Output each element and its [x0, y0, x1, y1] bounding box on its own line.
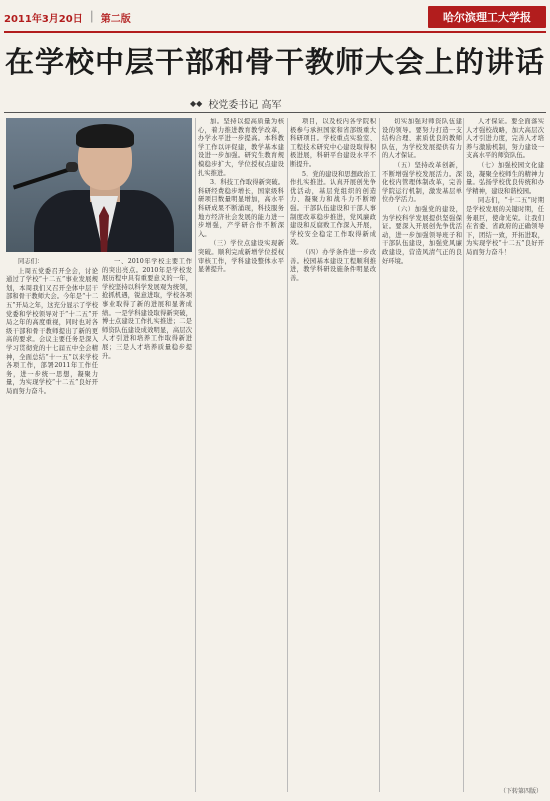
continued-note: （下转第四版） [499, 788, 542, 795]
issue-separator: │ [88, 11, 95, 23]
column-divider [379, 118, 380, 792]
speaker-photo [6, 118, 192, 252]
column-divider [287, 118, 288, 792]
masthead: 哈尔滨理工大学报 [428, 6, 546, 28]
article-title: 在学校中层干部和骨干教师大会上的讲话 [4, 45, 545, 79]
article-column-6: 人才保证。要全面落实人才强校战略，加大高层次人才引进力度，完善人才培养与激励机制，努力建设一支高水平的师资队伍。 （七）加强校园文化建设，凝聚全校师生的精神力量。弘扬学校优良传统和办学精神，建设和谐校园。 同志们，“十二五”时期是学校发展的关键时期，任务艰巨，使命光荣。让我们在省委、省政府的正确领导下，团结一致，开拓进取，为实现学校“十二五”良好开局而努力奋斗！ [466, 118, 544, 256]
issue-date: 2011年3月20日 [4, 13, 83, 25]
page-header [4, 4, 546, 30]
byline-author: 校党委书记 高军 [208, 100, 282, 111]
microphone-icon [13, 167, 73, 190]
column-divider [463, 118, 464, 792]
article-column-3: 加。坚持以提高质量为核心，着力推进教育教学改革，办学水平进一步提高。本科教学工作以评促建，教学基本建设进一步加强。研究生教育规模稳步扩大，学位授权点建设扎实推进。 3．科技工作取得新突破。科研经费稳步增长，国家级科研项目数量明显增加，高水平科研成果不断涌现，科技服务地方经济社会发展的能力进一步增强，产学研合作不断深入。 （三）学位点建设实现新突破。顺利完成新增学位授权审核工作，学科建设整体水平显著提升。 [198, 118, 284, 274]
column-divider [195, 118, 196, 792]
article-column-1: 同志们： 上周五党委召开全会，讨论通过了学校“十二五”事业发展规划，本周我们又召开全体中层干部和骨干教师大会。今年是“十二五”开局之年，这充分显示了学校党委和学校领导对于“十二五”开局之年的高度重视，同时也对各级干部和骨干教师提出了新的更高的要求。会议主要任务是深入学习贯彻党的十七届五中全会精神，全面总结“十一五”以来学校各项工作，部署2011年工作任务，进一步统一思想，凝聚力量，为实现学校“十二五”良好开局而努力奋斗。 [6, 258, 98, 395]
title-divider [4, 112, 546, 113]
header-divider [4, 31, 546, 33]
article-column-5: 切实加强对师资队伍建设的领导。要努力打造一支结构合理、素质优良的教师队伍，为学校发展提供有力的人才保证。 （五）坚持改革创新，不断增强学校发展活力。深化校内管理体制改革，完善学院运行机制，激发基层单位办学活力。 （六）加强党的建设，为学校科学发展提供坚强保证。要深入开展创先争优活动，进一步加强领导班子和干部队伍建设，加强党风廉政建设，营造风清气正的良好环境。 [382, 118, 462, 265]
byline [190, 96, 370, 111]
byline-marker: ◆◆ [190, 99, 203, 108]
article-column-2: 一、2010年学校主要工作的突出亮点。2010年是学校发展历程中具有重要意义的一年，学校坚持以科学发展观为统领，抢抓机遇，锐意进取，学校各项事业取得了新的进展和显著成绩。一是学科建设取得新突破，博士点建设工作扎实推进；二是师资队伍建设成效明显，高层次人才引进和培养工作取得新进展；三是人才培养质量稳步提升。 [102, 258, 192, 360]
page-number: 第二版 [100, 13, 131, 25]
issue-info [4, 10, 131, 25]
article-column-4: 项目，以及校内各学院积极参与承担国家和省部级重大科研项目。学校重点实验室、工程技术研究中心建设取得积极进展，科研平台建设水平不断提升。 5．党的建设和思想政治工作扎实推进。认真开展创先争优活动，基层党组织的创造力、凝聚力和战斗力不断增强。干部队伍建设和干部人事制度改革稳步推进，党风廉政建设和反腐败工作深入开展，学校安全稳定工作取得新成效。 （四）办学条件进一步改善。校园基本建设工程顺利推进，教学科研设施条件明显改善。 [290, 118, 376, 282]
